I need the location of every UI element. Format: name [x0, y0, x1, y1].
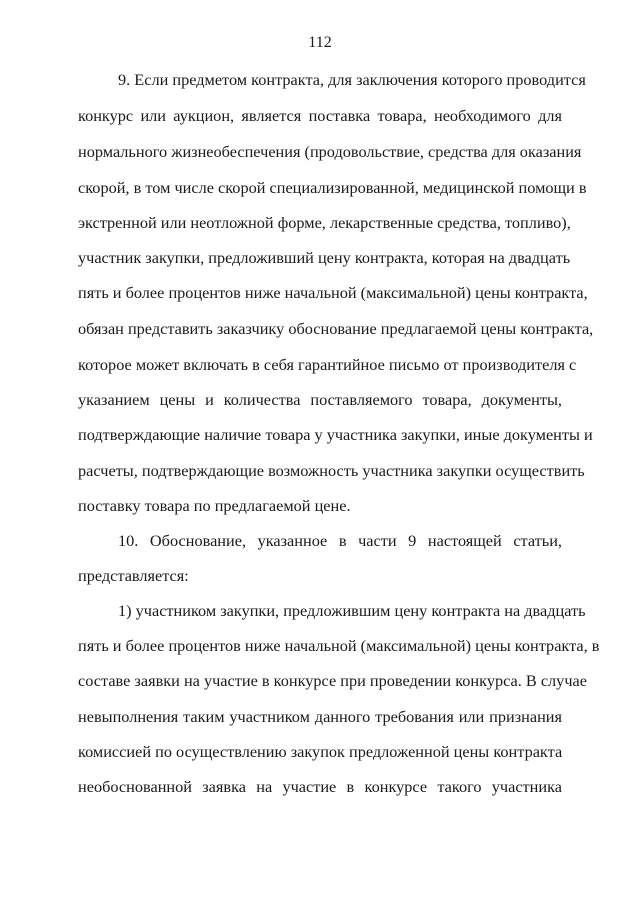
text-line: нормального жизнеобеспечения (продовольствие, средства для оказания: [78, 142, 582, 161]
text-line: представляется:: [78, 566, 189, 585]
text-line: 1) участником закупки, предложившим цену контракта на двадцать: [118, 601, 586, 620]
text-line: расчеты, подтверждающие возможность участника закупки осуществить: [78, 461, 585, 480]
text-line: обязан представить заказчику обоснование предлагаемой цены контракта,: [78, 319, 594, 338]
text-line: подтверждающие наличие товара у участника закупки, иные документы и: [78, 425, 593, 444]
text-line: составе заявки на участие в конкурсе при проведении конкурса. В случае: [78, 671, 587, 690]
text-line: которое может включать в себя гарантийное письмо от производителя с: [78, 355, 577, 374]
text-line: скорой, в том числе скорой специализированной, медицинской помощи в: [78, 178, 587, 197]
text-line: поставку товара по предлагаемой цене.: [78, 496, 351, 515]
text-line: экстренной или неотложной форме, лекарственные средства, топливо),: [78, 213, 571, 232]
text-line: конкурс или аукцион, является поставка товара, необходимого для: [78, 106, 562, 125]
text-line: комиссией по осуществлению закупок предложенной цены контракта: [78, 742, 563, 761]
text-line: указанием цены и количества поставляемого товара, документы,: [78, 390, 562, 409]
text-line: невыполнения таким участником данного требования или признания: [78, 707, 562, 726]
text-line: 10. Обоснование, указанное в части 9 настоящей статьи,: [118, 531, 562, 550]
text-line: пять и более процентов ниже начальной (максимальной) цены контракта, в: [78, 636, 600, 655]
text-line: участник закупки, предложивший цену контракта, которая на двадцать: [78, 248, 571, 267]
page-number: 112: [308, 34, 332, 51]
text-line: необоснованной заявка на участие в конкурсе такого участника: [78, 777, 562, 796]
text-line: 9. Если предметом контракта, для заключения которого проводится: [118, 70, 586, 89]
text-line: пять и более процентов ниже начальной (максимальной) цены контракта,: [78, 283, 588, 302]
